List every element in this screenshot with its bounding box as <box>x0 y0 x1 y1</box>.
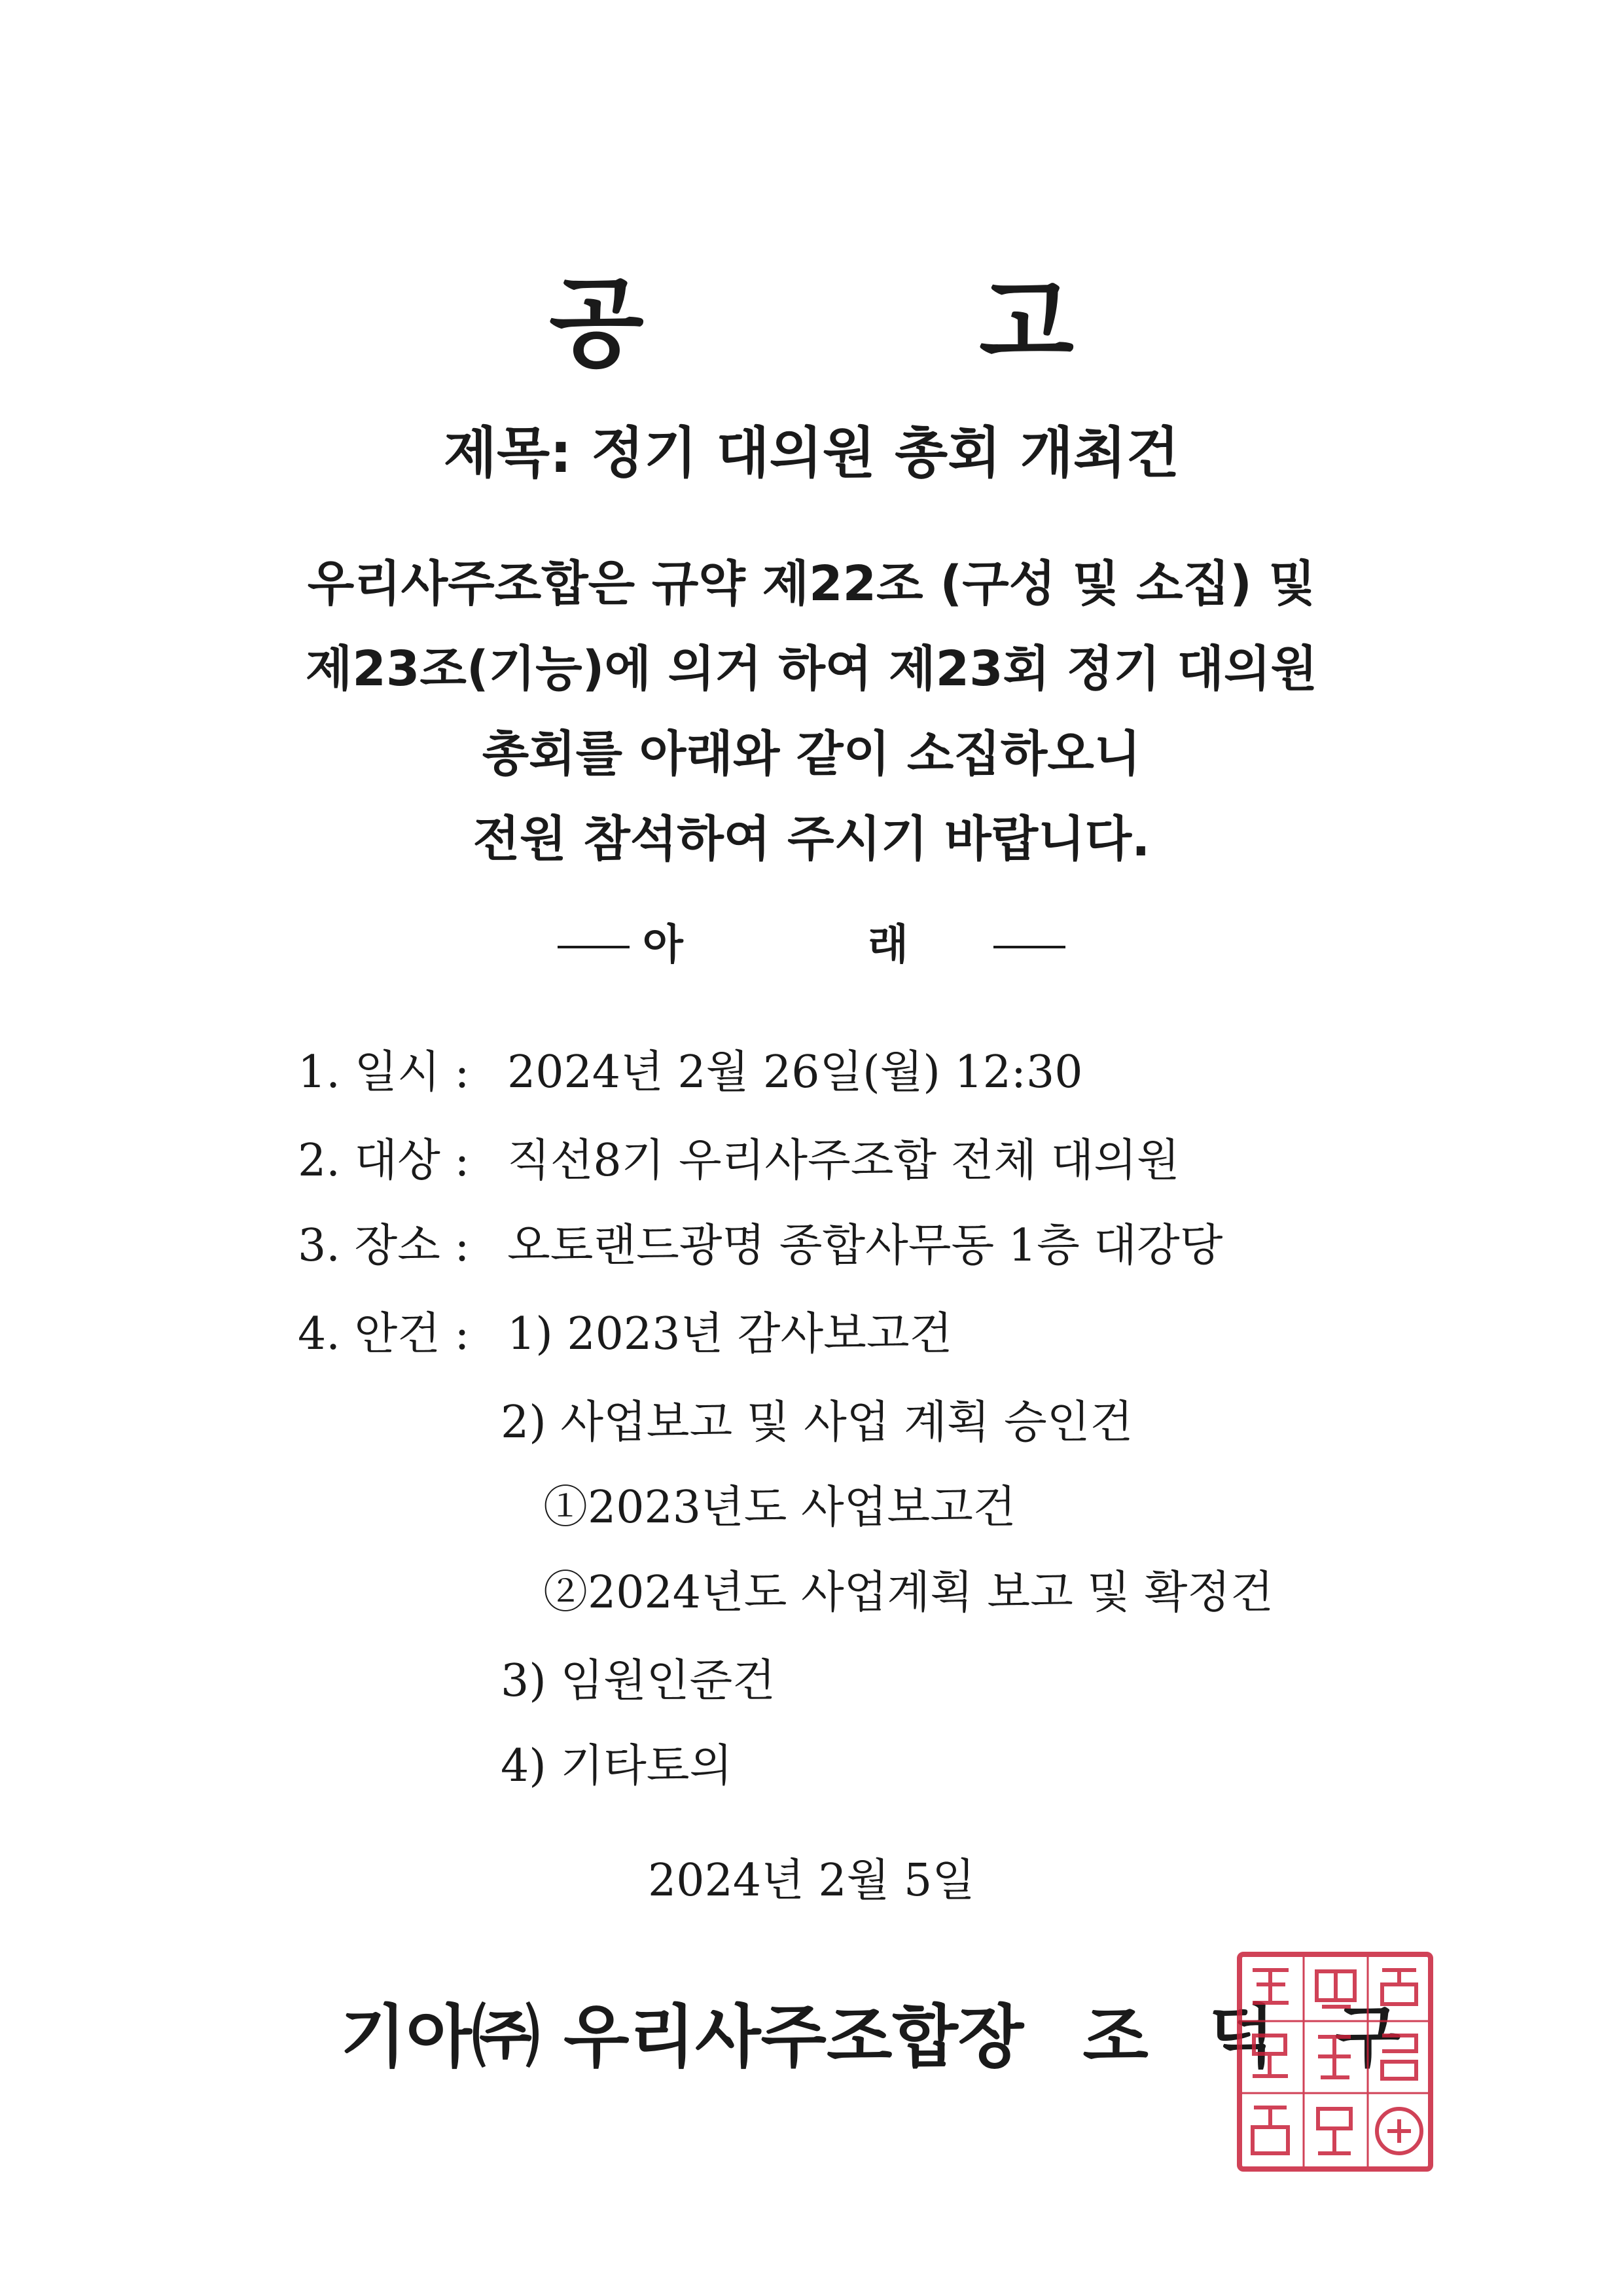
notice-title: 공 고 <box>548 267 1225 381</box>
item-3-text: 오토랜드광명 종합사무동 1층 대강당 <box>507 1220 1223 1272</box>
item-2-text: 직선8기 우리사주조합 전체 대의원 <box>507 1135 1180 1187</box>
item-3-number: 3. 장소 : <box>298 1220 470 1272</box>
body-line-3: 총회를 아래와 같이 소집하오니 <box>482 726 1141 782</box>
signer-name: 조 덕 구 <box>1082 1997 1419 2077</box>
notice-subject: 제목: 정기 대의원 총회 개최건 <box>443 421 1180 485</box>
body-line-2: 제23조(기능)에 의거 하여 제23회 정기 대의원 <box>305 641 1318 697</box>
notice-date: 2024년 2월 5일 <box>648 1855 975 1907</box>
sub-item-4: 4) 기타토의 <box>501 1740 733 1792</box>
annex-heading <box>0 921 1623 969</box>
item-4-number: 4. 안건 : <box>298 1308 470 1360</box>
annex-heading-text: 아 래 <box>643 921 993 969</box>
body-line-1: 우리사주조합은 규약 제22조 (구성 및 소집) 및 <box>307 556 1316 612</box>
annex-dash-right <box>993 946 1065 948</box>
official-seal-stamp <box>1230 1944 1440 2179</box>
sub-item-2-1: ①2023년도 사업보고건 <box>543 1482 1016 1534</box>
signer-organization: 기아㈜ 우리사주조합장 <box>340 1997 1024 2077</box>
item-4-text: 1) 2023년 감사보고건 <box>507 1308 953 1360</box>
item-1-text: 2024년 2월 26일(월) 12:30 <box>507 1047 1083 1098</box>
body-line-4: 전원 참석하여 주시기 바랍니다. <box>473 811 1150 867</box>
item-2-number: 2. 대상 : <box>298 1135 470 1187</box>
sub-item-3: 3) 임원인준건 <box>501 1655 776 1707</box>
item-1-number: 1. 일시 : <box>298 1047 470 1098</box>
sub-item-2: 2) 사업보고 및 사업 계획 승인건 <box>501 1397 1133 1448</box>
annex-dash-left <box>558 946 630 948</box>
sub-item-2-2: ②2024년도 사업계획 보고 및 확정건 <box>543 1567 1274 1619</box>
